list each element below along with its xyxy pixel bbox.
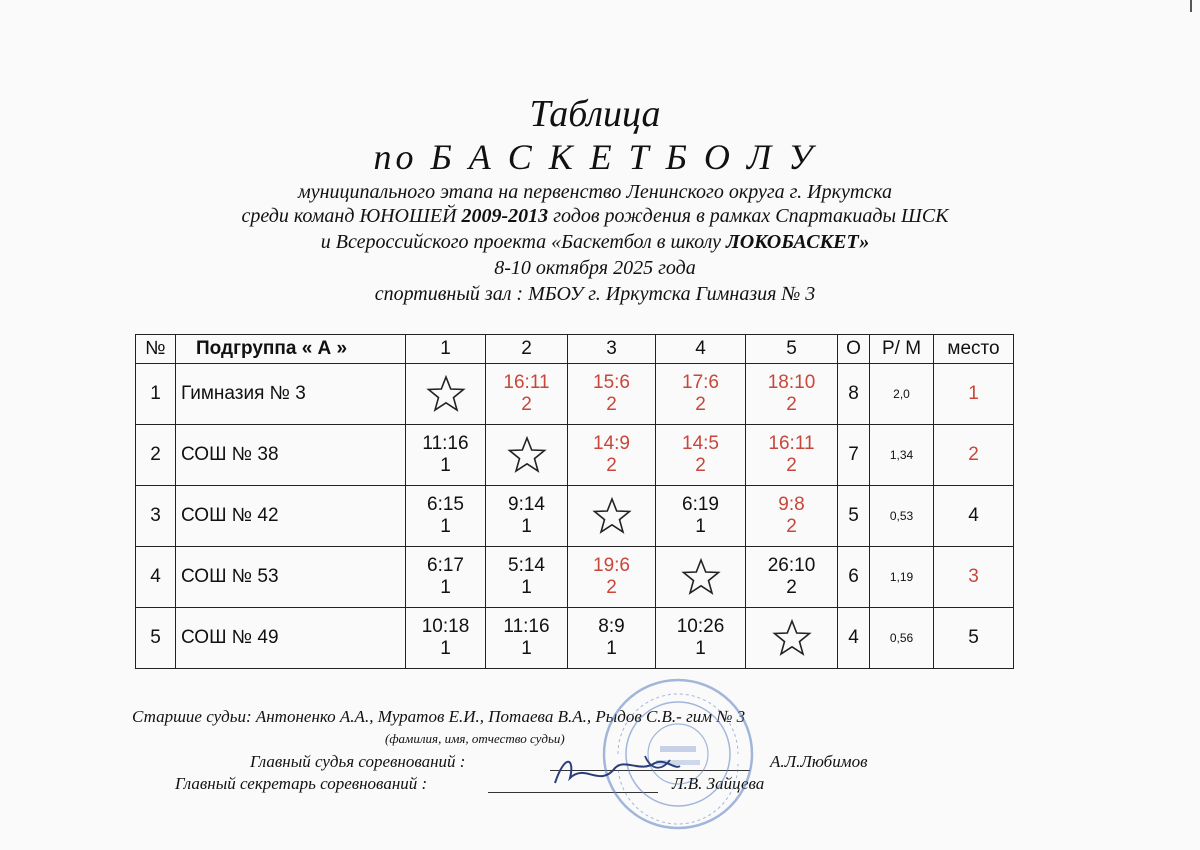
score-ratio: 0,56 (870, 608, 934, 669)
match-points: 1 (440, 577, 451, 598)
table-row (136, 425, 1014, 486)
match-cell (406, 425, 486, 486)
match-score: 19:6 (593, 555, 630, 576)
match-score: 11:16 (422, 433, 469, 454)
total-points: 6 (838, 547, 870, 608)
star-icon (406, 375, 485, 413)
row-num: 3 (136, 486, 176, 547)
match-score: 26:10 (767, 555, 816, 576)
doc-venue: спортивный зал : МБОУ г. Иркутска Гимназия № 3 (374, 283, 816, 305)
match-score: 9:8 (778, 494, 805, 515)
final-place: 2 (934, 425, 1014, 486)
match-cell (746, 547, 838, 608)
star-icon (656, 558, 745, 596)
match-points: 1 (440, 638, 451, 659)
total-points: 5 (838, 486, 870, 547)
total-points: 7 (838, 425, 870, 486)
match-points: 2 (786, 394, 797, 415)
match-cell (568, 608, 656, 669)
match-points: 2 (521, 394, 532, 415)
results-table (135, 334, 1014, 669)
match-cell (568, 425, 656, 486)
match-cell (406, 608, 486, 669)
table-row (136, 547, 1014, 608)
self-match-cell (406, 364, 486, 425)
table-row (136, 486, 1014, 547)
team-name: СОШ № 53 (176, 547, 406, 608)
match-points: 2 (606, 577, 617, 598)
match-cell (656, 425, 746, 486)
self-match-cell (656, 547, 746, 608)
match-cell (486, 364, 568, 425)
match-score: 8:9 (598, 616, 625, 637)
doc-line-1: муниципального этапа на первенство Ленинского округа г. Иркутска (297, 181, 893, 203)
match-score: 6:19 (682, 494, 719, 515)
score-ratio: 1,34 (870, 425, 934, 486)
match-cell (486, 486, 568, 547)
doc-line-3: и Всероссийского проекта «Баскетбол в школу ЛОКОБАСКЕТ» (320, 231, 870, 253)
match-cell (486, 608, 568, 669)
final-place: 3 (934, 547, 1014, 608)
match-score: 5:14 (508, 555, 545, 576)
match-cell (656, 364, 746, 425)
match-points: 2 (606, 455, 617, 476)
match-points: 2 (695, 394, 706, 415)
match-points: 2 (786, 455, 797, 476)
star-icon (568, 497, 655, 535)
col-3: 3 (568, 335, 656, 364)
table-row (136, 364, 1014, 425)
self-match-cell (746, 608, 838, 669)
match-cell (568, 364, 656, 425)
score-ratio: 1,19 (870, 547, 934, 608)
col-num: № (136, 335, 176, 364)
match-points: 2 (786, 516, 797, 537)
match-points: 1 (521, 577, 532, 598)
team-name: СОШ № 42 (176, 486, 406, 547)
row-num: 4 (136, 547, 176, 608)
total-points: 8 (838, 364, 870, 425)
doc-title: Таблица (529, 93, 661, 135)
match-cell (656, 608, 746, 669)
score-ratio: 0,53 (870, 486, 934, 547)
match-points: 1 (695, 516, 706, 537)
row-num: 2 (136, 425, 176, 486)
team-name: СОШ № 49 (176, 608, 406, 669)
match-score: 18:10 (767, 372, 816, 393)
final-place: 4 (934, 486, 1014, 547)
match-cell (746, 364, 838, 425)
table-row (136, 608, 1014, 669)
doc-dates: 8-10 октября 2025 года (494, 257, 696, 279)
col-4: 4 (656, 335, 746, 364)
col-2: 2 (486, 335, 568, 364)
final-place: 5 (934, 608, 1014, 669)
match-cell (486, 547, 568, 608)
team-name: Гимназия № 3 (176, 364, 406, 425)
score-ratio: 2,0 (870, 364, 934, 425)
chief-judge-label: Главный судья соревнований : (250, 752, 466, 771)
match-points: 1 (440, 516, 451, 537)
match-score: 17:6 (682, 372, 719, 393)
match-cell (406, 547, 486, 608)
match-points: 2 (606, 394, 617, 415)
match-score: 16:11 (503, 372, 550, 393)
col-group: Подгруппа « А » (176, 335, 406, 364)
match-cell (746, 425, 838, 486)
doc-line-2: среди команд ЮНОШЕЙ 2009-2013 годов рождения в рамках Спартакиады ШСК (241, 205, 949, 227)
col-points: О (838, 335, 870, 364)
match-cell (568, 547, 656, 608)
match-score: 10:18 (421, 616, 470, 637)
match-points: 1 (521, 516, 532, 537)
star-icon (486, 436, 567, 474)
match-points: 2 (786, 577, 797, 598)
col-place: место (934, 335, 1014, 364)
fio-note: (фамилия, имя, отчество судьи) (385, 731, 565, 746)
team-name: СОШ № 38 (176, 425, 406, 486)
total-points: 4 (838, 608, 870, 669)
match-score: 14:5 (682, 433, 719, 454)
star-icon (746, 619, 837, 657)
row-num: 1 (136, 364, 176, 425)
scan-edge-mark (1190, 0, 1192, 12)
senior-judges: Старшие судьи: Антоненко А.А., Муратов Е.И., Потаева В.А., Рыдов С.В.- гим № 3 (132, 707, 746, 726)
match-points: 1 (606, 638, 617, 659)
match-score: 10:26 (676, 616, 725, 637)
match-points: 1 (521, 638, 532, 659)
chief-judge-name: А.Л.Любимов (770, 752, 868, 771)
self-match-cell (568, 486, 656, 547)
match-cell (406, 486, 486, 547)
match-points: 1 (695, 638, 706, 659)
match-score: 6:15 (427, 494, 464, 515)
match-score: 6:17 (427, 555, 464, 576)
table-header-row (136, 335, 1014, 364)
chief-secretary-name: Л.В. Зайцева (672, 774, 765, 793)
self-match-cell (486, 425, 568, 486)
match-score: 16:11 (768, 433, 815, 454)
col-1: 1 (406, 335, 486, 364)
match-score: 9:14 (508, 494, 545, 515)
match-points: 2 (695, 455, 706, 476)
match-cell (656, 486, 746, 547)
match-score: 11:16 (503, 616, 550, 637)
chief-secretary-label: Главный секретарь соревнований : (175, 774, 428, 793)
match-points: 1 (440, 455, 451, 476)
col-5: 5 (746, 335, 838, 364)
final-place: 1 (934, 364, 1014, 425)
handwritten-signature (545, 748, 685, 793)
match-score: 15:6 (593, 372, 630, 393)
doc-subtitle: по Б А С К Е Т Б О Л У (373, 137, 817, 177)
match-score: 14:9 (593, 433, 630, 454)
col-ratio: Р/ М (870, 335, 934, 364)
row-num: 5 (136, 608, 176, 669)
match-cell (746, 486, 838, 547)
